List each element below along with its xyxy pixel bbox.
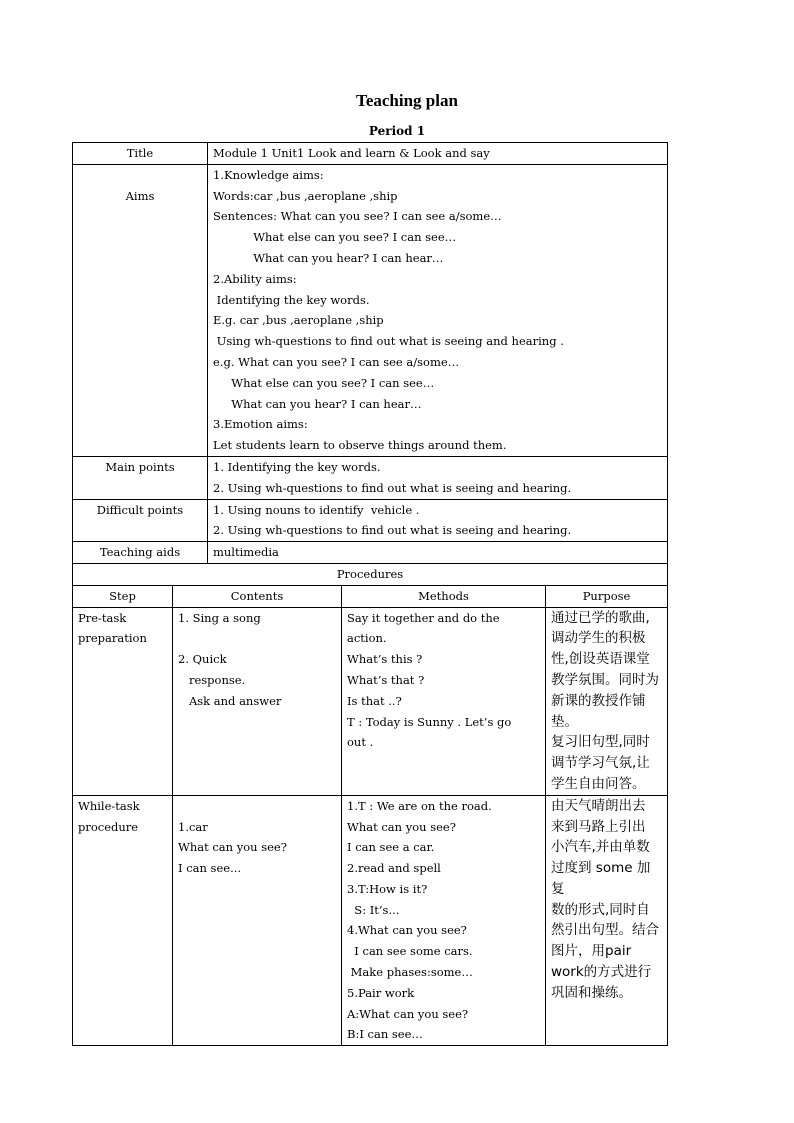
aims-line: Identifying the key words. bbox=[213, 292, 370, 307]
aims-line: 3.Emotion aims: bbox=[213, 417, 308, 432]
aims-line: Let students learn to observe things around them. bbox=[213, 438, 507, 453]
header-step: Step bbox=[73, 585, 173, 607]
aims-label: Aims bbox=[125, 188, 155, 203]
main-points-cell bbox=[208, 456, 668, 499]
aims-line: e.g. What can you see? I can see a/some… bbox=[213, 354, 460, 369]
pre-task-row bbox=[73, 607, 668, 795]
while-task-contents: 1.car What can you see? I can see... bbox=[173, 795, 342, 1046]
while-task-purpose: 由天气晴朗出去 来到马路上引出 小汽车,并由单数 过度到 some 加复 数的形式,同时自 然引出句型。结合 图片，用pair work的方式进行 巩固和操练。 bbox=[546, 795, 668, 1046]
while-task-row bbox=[73, 795, 668, 1046]
document-title: Teaching plan bbox=[356, 91, 458, 110]
aims-cell bbox=[208, 164, 668, 456]
teaching-aids-label: Teaching aids bbox=[73, 542, 208, 564]
aims-line: What can you hear? I can hear… bbox=[213, 396, 422, 411]
difficult-points-row bbox=[73, 499, 668, 542]
main-point-line: 1. Identifying the key words. bbox=[213, 459, 381, 474]
header-contents: Contents bbox=[173, 585, 342, 607]
title-row bbox=[73, 143, 668, 165]
difficult-point-line: 1. Using nouns to identify vehicle . bbox=[213, 502, 420, 517]
teaching-aids-value: multimedia bbox=[208, 542, 668, 564]
difficult-points-cell bbox=[208, 499, 668, 542]
aims-line: Words:car ,bus ,aeroplane ,ship bbox=[213, 188, 398, 203]
pre-task-contents: 1. Sing a song 2. Quick response. Ask and answer bbox=[173, 607, 342, 795]
header-methods: Methods bbox=[342, 585, 546, 607]
pre-task-step: Pre-task preparation bbox=[73, 607, 173, 795]
aims-label-cell bbox=[73, 164, 208, 456]
aims-line: Using wh-questions to find out what is seeing and hearing . bbox=[213, 334, 564, 349]
aims-line: Sentences: What can you see? I can see a/some… bbox=[213, 209, 502, 224]
teaching-plan-table bbox=[72, 142, 668, 1046]
aims-row bbox=[73, 164, 668, 456]
pre-task-methods: Say it together and do the action. What’s this ? What’s that ? Is that ..? T : Today is Sunny . Let’s go out . bbox=[342, 607, 546, 795]
aims-line: 2.Ability aims: bbox=[213, 271, 297, 286]
procedures-label: Procedures bbox=[73, 563, 668, 585]
aims-line: What else can you see? I can see… bbox=[213, 230, 457, 245]
while-task-methods: 1.T : We are on the road. What can you see? I can see a car. 2.read and spell 3.T:How is it? S: It’s... 4.What can you see? I can see some cars. Make phases:some… 5.Pair work A:What can you see? B:I can see… bbox=[342, 795, 546, 1046]
title-value: Module 1 Unit1 Look and learn & Look and say bbox=[208, 143, 668, 165]
while-task-step: While-task procedure bbox=[73, 795, 173, 1046]
teaching-aids-row bbox=[73, 542, 668, 564]
main-points-row bbox=[73, 456, 668, 499]
difficult-point-line: 2. Using wh-questions to find out what is seeing and hearing. bbox=[213, 523, 572, 538]
aims-line: 1.Knowledge aims: bbox=[213, 167, 324, 182]
pre-task-purpose: 通过已学的歌曲, 调动学生的积极 性,创设英语课堂 教学氛围。同时为 新课的教授作铺 垫。 复习旧句型,同时 调节学习气氛,让 学生自由问答。 bbox=[546, 607, 668, 795]
difficult-points-label: Difficult points bbox=[73, 499, 208, 542]
main-points-label: Main points bbox=[73, 456, 208, 499]
header-purpose: Purpose bbox=[546, 585, 668, 607]
period-label: Period 1 bbox=[368, 124, 426, 138]
aims-line: What else can you see? I can see… bbox=[213, 375, 435, 390]
title-label: Title bbox=[73, 143, 208, 165]
procedures-header-row bbox=[73, 585, 668, 607]
aims-line: E.g. car ,bus ,aeroplane ,ship bbox=[213, 313, 384, 328]
main-point-line: 2. Using wh-questions to find out what is seeing and hearing. bbox=[213, 480, 572, 495]
aims-line: What can you hear? I can hear… bbox=[213, 250, 444, 265]
procedures-row bbox=[73, 563, 668, 585]
